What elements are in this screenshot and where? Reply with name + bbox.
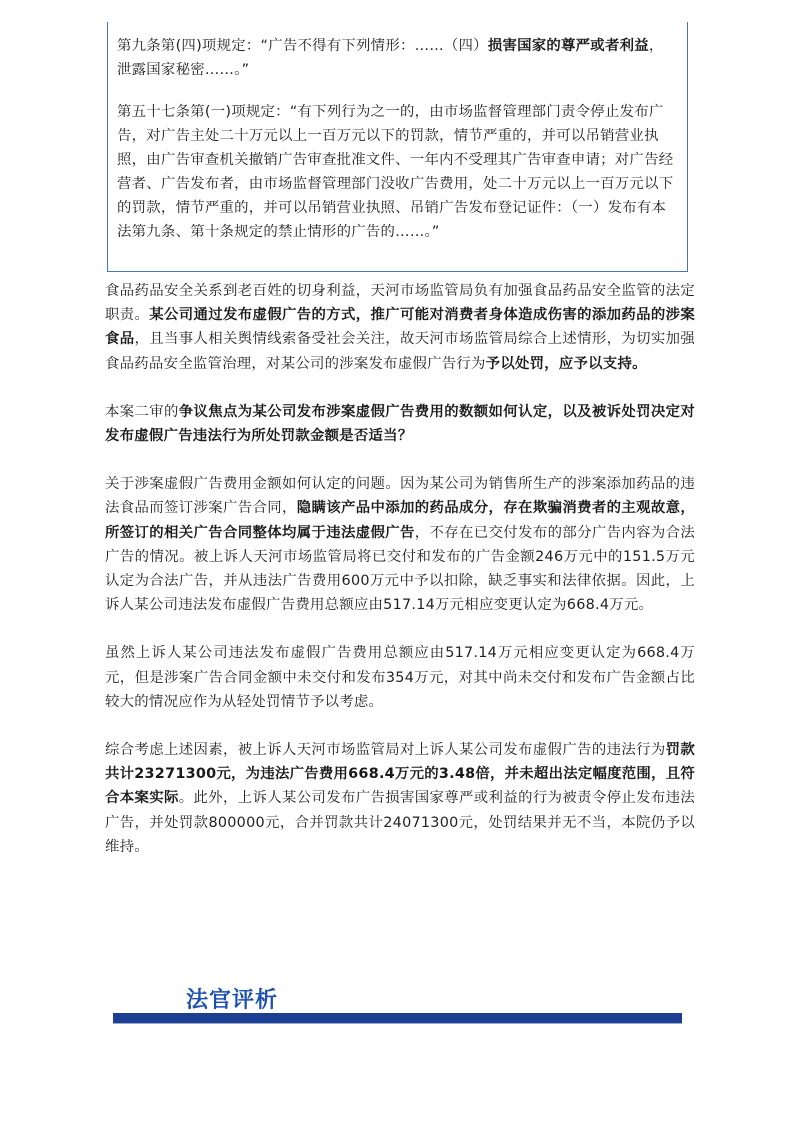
paragraph-conclusion: 综合考虑上述因素，被上诉人天河市场监管局对上诉人某公司发布虚假广告的违法行为罚款共计23271300元，为违法广告费用668.4万元的3.48倍，并未超出法定幅度范围，且符合本案实际。此外，上诉人某公司发布广告损害国家尊严或利益的行为被责令停止发布违法广告，并处罚款800000元，合并罚款共计24071300元，处罚结果并无不当，本院仍予以维持。 [105,742,695,855]
judgment-body [105,279,695,859]
section-title-judge-commentary: 法官评析 [186,988,279,1013]
paragraph-mitigation: 虽然上诉人某公司违法发布虚假广告费用总额应由517.14万元相应变更认定为668.4万元，但是涉案广告合同金额中未交付和发布354万元，对其中尚未交付和发布广告金额占比较大的情况应作为从轻处罚情节予以考虑。 [105,645,695,710]
paragraph-ad-fee-amount: 关于涉案虚假广告费用金额如何认定的问题。因为某公司为销售所生产的涉案添加药品的违法食品而签订涉案广告合同，隐瞒该产品中添加的药品成分，存在欺骗消费者的主观故意，所签订的相关广告合同整体均属于违法虚假广告，不存在已交付发布的部分广告内容为合法广告的情况。被上诉人天河市场监管局将已交付和发布的广告金额246万元中的151.5万元认定为合法广告，并从违法广告费用600万元中予以扣除，缺乏事实和法律依据。因此，上诉人某公司违法发布虚假广告费用总额应由517.14万元相应变更认定为668.4万元。 [105,476,695,614]
quote-article-57: 第五十七条第(一)项规定：“有下列行为之一的，由市场监督管理部门责令停止发布广告，对广告主处二十万元以上一百万元以下的罚款，情节严重的，并可以吊销营业执照，由广告审查机关撤销广告审查批准文件、一年内不受理其广告审查申请；对广告经营者、广告发布者，由市场监督管理部门没收广告费用，处二十万元以上一百万元以下的罚款，情节严重的，并可以吊销营业执照、吊销广告发布登记证件：（一）发布有本法第九条、第十条规定的禁止情形的广告的……。” [117,104,674,240]
section-divider-line [113,1023,682,1024]
quote-article-9: 第九条第(四)项规定：“广告不得有下列情形：……（四）损害国家的尊严或者利益，泄露国家秘密……。” [117,38,664,78]
paragraph-food-safety: 食品药品安全关系到老百姓的切身利益，天河市场监管局负有加强食品药品安全监管的法定职责。某公司通过发布虚假广告的方式，推广可能对消费者身体造成伤害的添加药品的涉案食品，且当事人相关舆情线索备受社会关注，故天河市场监管局综合上述情形，为切实加强食品药品安全监管治理，对某公司的涉案发布虚假广告行为予以处罚，应予以支持。 [105,283,695,372]
paragraph-dispute-focus: 本案二审的争议焦点为某公司发布涉案虚假广告费用的数额如何认定，以及被诉处罚决定对发布虚假广告违法行为所处罚款金额是否适当？ [105,403,695,445]
section-divider-bar [113,1013,682,1023]
legal-quote-box [107,22,688,272]
